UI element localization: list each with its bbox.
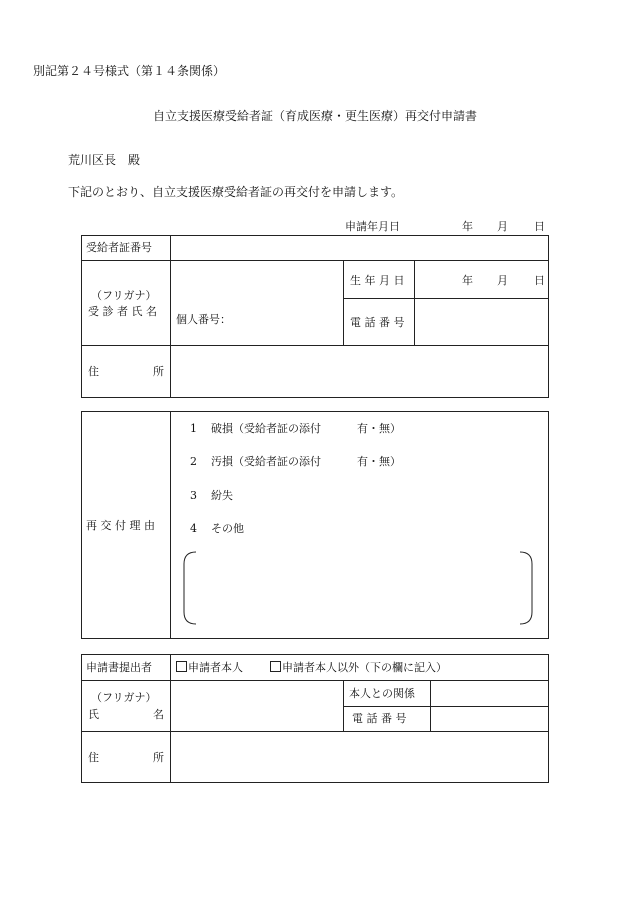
cert-number-field[interactable] <box>171 237 547 259</box>
submitter-phone-field[interactable] <box>432 708 547 730</box>
submitter-name-field[interactable] <box>171 682 342 730</box>
recipient-address-label: 住 所 <box>88 365 164 378</box>
personal-number-label: 個人番号： <box>176 313 231 326</box>
submitter-label: 申請書提出者 <box>86 661 152 674</box>
reason-lost[interactable]: 3 紛失 <box>190 489 233 502</box>
submitter-option-self[interactable]: 申請者本人 <box>176 661 243 675</box>
recipient-address-field[interactable] <box>171 347 547 397</box>
column-divider <box>414 260 415 345</box>
form-title: 自立支援医療受給者証（育成医療・更生医療）再交付申請書 <box>152 109 477 123</box>
reason-soiled[interactable]: 2 汚損（受給者証の添付 有・無） <box>190 455 401 468</box>
recipient-phone-field[interactable] <box>416 300 547 344</box>
application-date-label: 申請年月日 <box>345 220 400 233</box>
birthdate-field[interactable] <box>416 262 547 297</box>
submitter-phone-label: 電 話 番 号 <box>352 712 407 725</box>
reason-damaged[interactable]: 1 破損（受給者証の添付 有・無） <box>190 422 401 435</box>
attachment-option[interactable]: 有・無） <box>357 422 401 435</box>
row-divider <box>343 706 549 707</box>
submitter-address-field[interactable] <box>171 733 547 782</box>
submitter-option-other[interactable]: 申請者本人以外（下の欄に記入） <box>270 661 447 675</box>
row-divider <box>81 731 549 732</box>
row-divider <box>81 345 549 346</box>
recipient-name-field[interactable] <box>171 262 342 344</box>
application-date-year: 年 <box>462 220 473 233</box>
checkbox[interactable] <box>176 661 187 672</box>
application-date-day: 日 <box>534 220 545 233</box>
column-divider <box>343 260 344 345</box>
recipient-name-label: 受 診 者 氏 名 <box>88 305 157 318</box>
row-divider <box>343 298 549 299</box>
submitter-furigana-label: （フリガナ） <box>91 691 157 704</box>
recipient-phone-label: 電 話 番 号 <box>350 316 405 329</box>
submitter-name-label: 氏 名 <box>88 708 164 721</box>
reason-other[interactable]: 4 その他 <box>190 522 244 535</box>
attachment-option[interactable]: 有・無） <box>357 455 401 468</box>
other-reason-field[interactable] <box>192 555 524 621</box>
intro-text: 下記のとおり、自立支援医療受給者証の再交付を申請します。 <box>68 185 404 199</box>
relation-field[interactable] <box>432 682 547 705</box>
relation-label: 本人との関係 <box>349 687 415 700</box>
row-divider <box>81 260 549 261</box>
column-divider <box>170 411 171 639</box>
form-id: 別記第２４号様式（第１４条関係） <box>33 64 226 78</box>
addressee: 荒川区長 殿 <box>68 153 141 167</box>
reissue-reason-label: 再 交 付 理 由 <box>86 519 155 532</box>
cert-number-label: 受給者証番号 <box>86 241 152 254</box>
birth-year-unit: 年 <box>462 274 473 287</box>
recipient-furigana-label: （フリガナ） <box>91 289 157 302</box>
submitter-address-label: 住 所 <box>88 751 164 764</box>
application-date-month: 月 <box>497 220 508 233</box>
birth-day-unit: 日 <box>534 274 545 287</box>
birth-month-unit: 月 <box>497 274 508 287</box>
birthdate-label: 生 年 月 日 <box>350 274 405 287</box>
checkbox[interactable] <box>270 661 281 672</box>
row-divider <box>81 680 549 681</box>
